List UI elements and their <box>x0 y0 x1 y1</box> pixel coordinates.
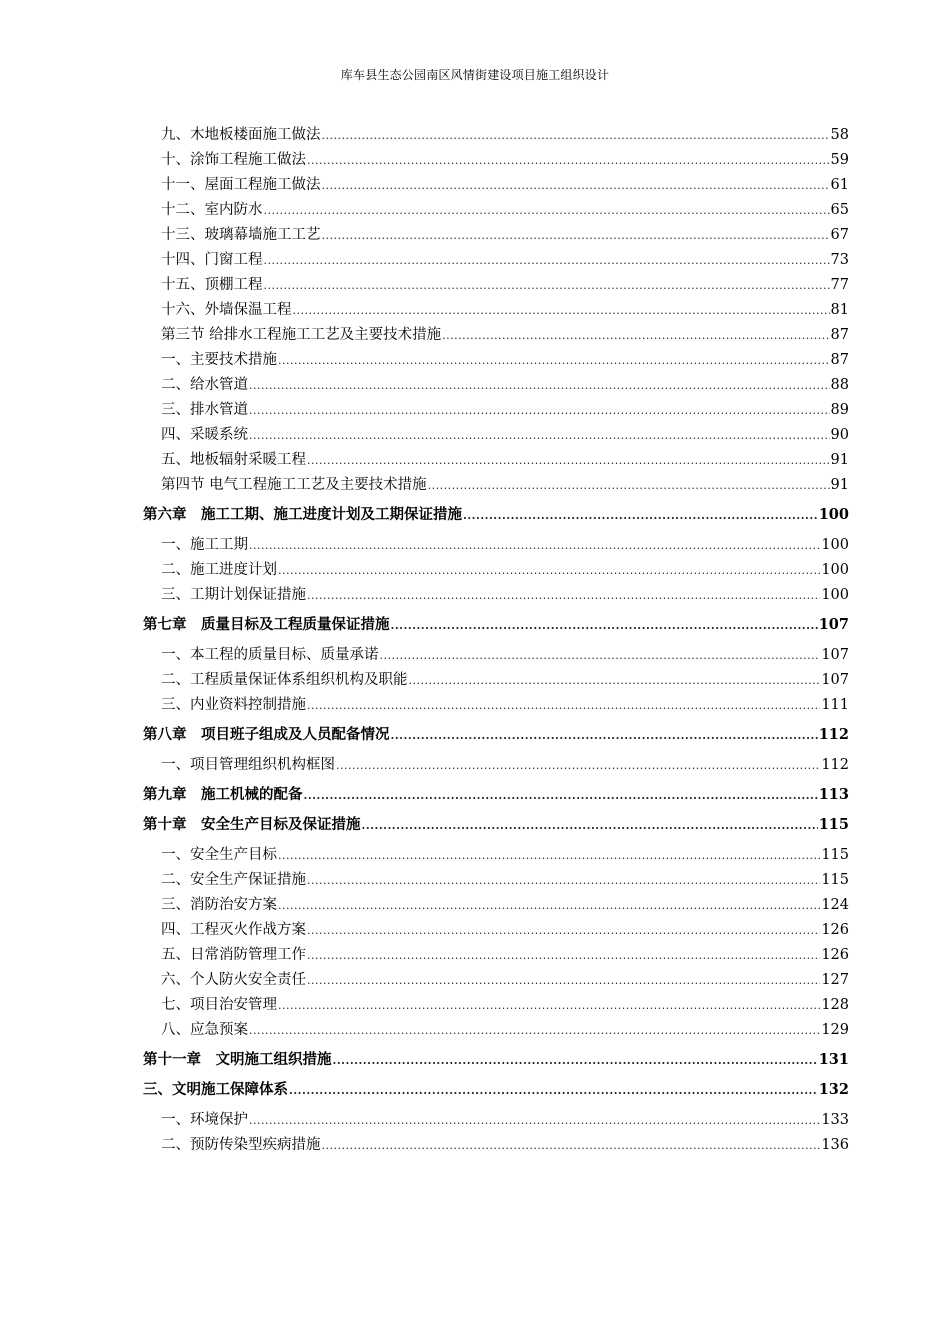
toc-chapter-entry[interactable] <box>143 1048 849 1072</box>
toc-entry-label: 二、安全生产保证措施 <box>161 872 306 888</box>
toc-entry-label: 一、本工程的质量目标、质量承诺 <box>161 647 379 663</box>
toc-page-number: 59 <box>830 152 849 168</box>
toc-entry[interactable] <box>143 583 849 608</box>
toc-page-number: 100 <box>818 506 849 523</box>
toc-dot-leader <box>278 893 820 918</box>
toc-entry-label: 五、地板辐射采暖工程 <box>161 452 306 468</box>
toc-dot-leader <box>304 783 818 808</box>
toc-entry[interactable] <box>143 843 849 868</box>
toc-dot-leader <box>278 843 820 868</box>
table-of-contents <box>143 123 849 1158</box>
toc-entry[interactable] <box>143 868 849 893</box>
toc-dot-leader <box>264 273 830 298</box>
toc-entry[interactable] <box>143 643 849 668</box>
toc-page-number: 112 <box>818 726 849 743</box>
toc-entry-label: 第九章 施工机械的配备 <box>143 787 303 803</box>
toc-chapter-entry[interactable] <box>143 783 849 807</box>
toc-dot-leader <box>249 373 830 398</box>
toc-page-number: 107 <box>821 647 849 663</box>
toc-dot-leader <box>264 248 830 273</box>
toc-entry[interactable] <box>143 123 849 148</box>
toc-page-number: 100 <box>821 587 849 603</box>
toc-entry[interactable] <box>143 893 849 918</box>
toc-entry-label: 二、给水管道 <box>161 377 248 393</box>
toc-dot-leader <box>307 968 820 993</box>
toc-page-number: 87 <box>830 327 849 343</box>
toc-page-number: 131 <box>818 1051 849 1068</box>
toc-entry[interactable] <box>143 398 849 423</box>
toc-entry-label: 十五、顶棚工程 <box>161 277 263 293</box>
toc-dot-leader <box>289 1078 818 1103</box>
toc-entry-label: 第十一章 文明施工组织措施 <box>143 1052 332 1068</box>
toc-entry-label: 第七章 质量目标及工程质量保证措施 <box>143 617 390 633</box>
toc-entry-label: 六、个人防火安全责任 <box>161 972 306 988</box>
toc-page-number: 65 <box>830 202 849 218</box>
toc-entry[interactable] <box>143 1018 849 1043</box>
toc-entry-label: 二、施工进度计划 <box>161 562 277 578</box>
toc-entry[interactable] <box>143 223 849 248</box>
toc-entry[interactable] <box>143 323 849 348</box>
toc-page-number: 73 <box>830 252 849 268</box>
toc-entry-label: 十四、门窗工程 <box>161 252 263 268</box>
toc-entry-label: 一、项目管理组织机构框图 <box>161 757 335 773</box>
toc-entry-label: 第三节 给排水工程施工工艺及主要技术措施 <box>161 327 442 343</box>
toc-entry-label: 第四节 电气工程施工工艺及主要技术措施 <box>161 477 427 493</box>
toc-entry-label: 十二、室内防水 <box>161 202 263 218</box>
toc-page-number: 61 <box>830 177 849 193</box>
toc-dot-leader <box>249 1108 820 1133</box>
toc-dot-leader <box>264 198 830 223</box>
toc-entry[interactable] <box>143 968 849 993</box>
toc-page-number: 112 <box>821 757 849 773</box>
toc-entry[interactable] <box>143 473 849 498</box>
toc-page-number: 107 <box>818 616 849 633</box>
toc-dot-leader <box>463 503 818 528</box>
toc-page-number: 77 <box>830 277 849 293</box>
toc-entry-label: 一、主要技术措施 <box>161 352 277 368</box>
toc-entry-label: 八、应急预案 <box>161 1022 248 1038</box>
toc-entry-label: 一、环境保护 <box>161 1112 248 1128</box>
toc-entry[interactable] <box>143 348 849 373</box>
toc-page-number: 111 <box>821 697 849 713</box>
toc-dot-leader <box>362 813 818 838</box>
toc-entry[interactable] <box>143 448 849 473</box>
page-header <box>0 66 950 83</box>
toc-entry[interactable] <box>143 1133 849 1158</box>
toc-page-number: 87 <box>830 352 849 368</box>
toc-entry[interactable] <box>143 373 849 398</box>
toc-entry-label: 二、工程质量保证体系组织机构及职能 <box>161 672 408 688</box>
toc-entry-label: 第八章 项目班子组成及人员配备情况 <box>143 727 390 743</box>
toc-entry-label: 九、木地板楼面施工做法 <box>161 127 321 143</box>
toc-entry[interactable] <box>143 668 849 693</box>
toc-entry-label: 第六章 施工工期、施工进度计划及工期保证措施 <box>143 507 462 523</box>
toc-entry-label: 四、采暖系统 <box>161 427 248 443</box>
toc-page-number: 133 <box>821 1112 849 1128</box>
toc-page-number: 100 <box>821 562 849 578</box>
toc-dot-leader <box>249 533 820 558</box>
toc-dot-leader <box>249 398 830 423</box>
toc-entry-label: 二、预防传染型疾病措施 <box>161 1137 321 1153</box>
toc-entry[interactable] <box>143 753 849 778</box>
toc-page-number: 89 <box>830 402 849 418</box>
toc-page-number: 127 <box>821 972 849 988</box>
toc-entry[interactable] <box>143 533 849 558</box>
toc-dot-leader <box>333 1048 818 1073</box>
toc-entry[interactable] <box>143 943 849 968</box>
toc-entry-label: 三、内业资料控制措施 <box>161 697 306 713</box>
toc-entry[interactable] <box>143 693 849 718</box>
toc-page-number: 107 <box>821 672 849 688</box>
toc-entry[interactable] <box>143 198 849 223</box>
toc-entry-label: 一、施工工期 <box>161 537 248 553</box>
toc-page-number: 132 <box>818 1081 849 1098</box>
toc-chapter-entry[interactable] <box>143 613 849 637</box>
toc-dot-leader <box>249 1018 820 1043</box>
toc-dot-leader <box>307 943 820 968</box>
toc-page-number: 90 <box>830 427 849 443</box>
toc-dot-leader <box>293 298 830 323</box>
toc-dot-leader <box>322 1133 821 1158</box>
toc-entry[interactable] <box>143 423 849 448</box>
toc-page-number: 129 <box>821 1022 849 1038</box>
toc-dot-leader <box>278 348 830 373</box>
toc-chapter-entry[interactable] <box>143 1078 849 1102</box>
toc-page-number: 88 <box>830 377 849 393</box>
toc-entry[interactable] <box>143 1108 849 1133</box>
toc-dot-leader <box>307 693 820 718</box>
document-title: 库车县生态公园南区风情街建设项目施工组织设计 <box>340 68 610 82</box>
toc-dot-leader <box>249 423 830 448</box>
toc-entry-label: 一、安全生产目标 <box>161 847 277 863</box>
toc-dot-leader <box>391 723 818 748</box>
toc-dot-leader <box>442 323 829 348</box>
toc-entry-label: 十六、外墙保温工程 <box>161 302 292 318</box>
toc-page-number: 91 <box>830 477 849 493</box>
toc-page-number: 115 <box>821 847 849 863</box>
toc-dot-leader <box>409 668 821 693</box>
toc-chapter-entry[interactable] <box>143 503 849 527</box>
toc-dot-leader <box>428 473 830 498</box>
toc-entry-label: 三、排水管道 <box>161 402 248 418</box>
toc-entry[interactable] <box>143 273 849 298</box>
toc-entry-label: 七、项目治安管理 <box>161 997 277 1013</box>
toc-dot-leader <box>336 753 820 778</box>
toc-entry[interactable] <box>143 918 849 943</box>
toc-entry-label: 五、日常消防管理工作 <box>161 947 306 963</box>
toc-page-number: 67 <box>830 227 849 243</box>
toc-entry-label: 三、文明施工保障体系 <box>143 1082 288 1098</box>
toc-entry[interactable] <box>143 248 849 273</box>
toc-page-number: 126 <box>821 922 849 938</box>
toc-page-number: 126 <box>821 947 849 963</box>
toc-entry-label: 四、工程灭火作战方案 <box>161 922 306 938</box>
toc-page-number: 58 <box>830 127 849 143</box>
toc-entry-label: 十三、玻璃幕墙施工工艺 <box>161 227 321 243</box>
toc-entry-label: 十、涂饰工程施工做法 <box>161 152 306 168</box>
toc-page-number: 100 <box>821 537 849 553</box>
toc-entry-label: 十一、屋面工程施工做法 <box>161 177 321 193</box>
toc-entry[interactable] <box>143 558 849 583</box>
toc-dot-leader <box>307 868 820 893</box>
toc-page-number: 81 <box>830 302 849 318</box>
toc-dot-leader <box>278 558 820 583</box>
toc-page-number: 115 <box>821 872 849 888</box>
toc-dot-leader <box>322 223 830 248</box>
toc-dot-leader <box>380 643 821 668</box>
toc-dot-leader <box>391 613 818 638</box>
toc-dot-leader <box>307 448 830 473</box>
toc-dot-leader <box>278 993 820 1018</box>
toc-dot-leader <box>322 123 830 148</box>
toc-entry[interactable] <box>143 298 849 323</box>
toc-dot-leader <box>322 173 830 198</box>
toc-page-number: 128 <box>821 997 849 1013</box>
toc-chapter-entry[interactable] <box>143 813 849 837</box>
toc-dot-leader <box>307 148 830 173</box>
toc-entry[interactable] <box>143 148 849 173</box>
toc-page-number: 113 <box>818 786 849 803</box>
toc-dot-leader <box>307 918 820 943</box>
toc-entry[interactable] <box>143 993 849 1018</box>
toc-entry-label: 三、工期计划保证措施 <box>161 587 306 603</box>
toc-dot-leader <box>307 583 820 608</box>
toc-entry-label: 三、消防治安方案 <box>161 897 277 913</box>
toc-entry[interactable] <box>143 173 849 198</box>
toc-page-number: 115 <box>818 816 849 833</box>
toc-page-number: 91 <box>830 452 849 468</box>
toc-chapter-entry[interactable] <box>143 723 849 747</box>
toc-page-number: 124 <box>821 897 849 913</box>
toc-entry-label: 第十章 安全生产目标及保证措施 <box>143 817 361 833</box>
toc-page-number: 136 <box>821 1137 849 1153</box>
